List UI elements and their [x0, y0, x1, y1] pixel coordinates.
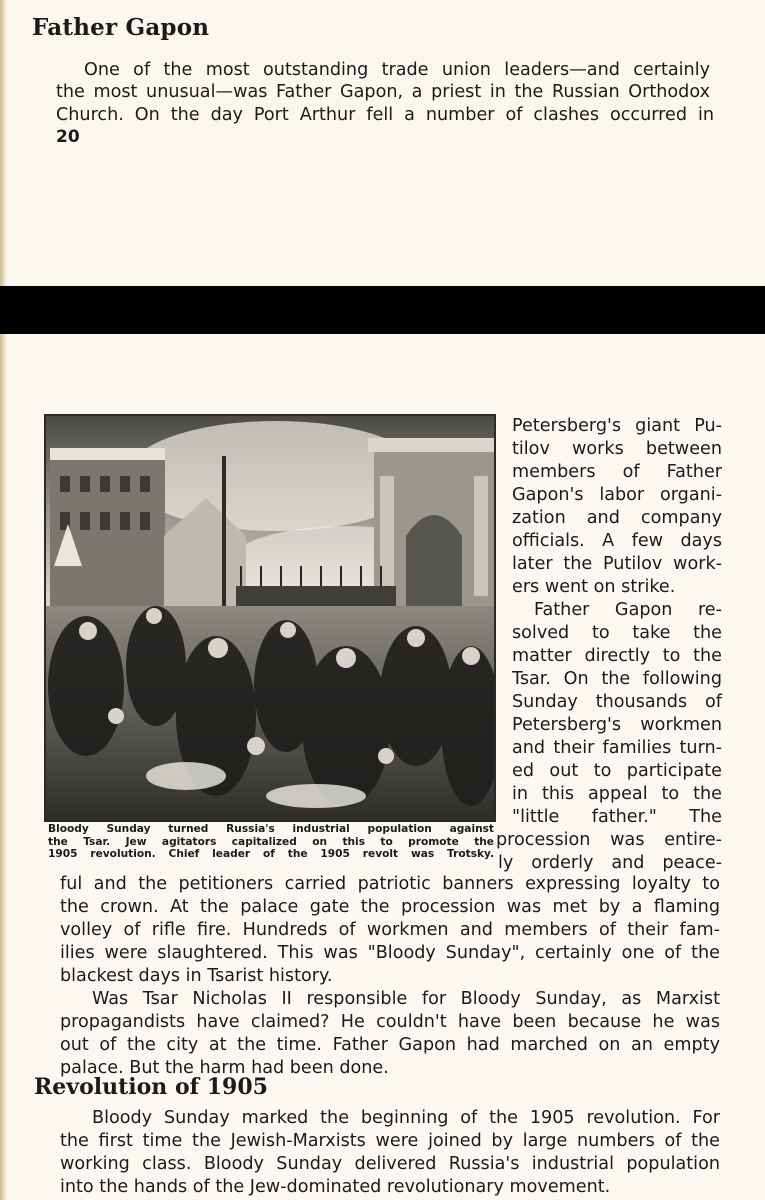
body-line: into the hands of the Jew-dominated revolutionary movement. — [60, 1177, 611, 1197]
page-separator-band — [0, 286, 765, 334]
column-line: members of Father — [512, 462, 722, 482]
bloody-sunday-illustration — [44, 414, 496, 822]
body-line: Was Tsar Nicholas II responsible for Bloody Sunday, as Marxist — [92, 989, 720, 1009]
body-line: palace. But the harm had been done. — [60, 1058, 389, 1078]
body-line: ful and the petitioners carried patriotic banners expressing loyalty to — [60, 874, 720, 894]
page-edge-shadow — [0, 0, 7, 286]
page-edge-shadow — [0, 334, 7, 1200]
body-line: One of the most outstanding trade union leaders—and certainly — [84, 60, 710, 80]
column-line: Father Gapon re- — [534, 600, 722, 620]
column-line: ly orderly and peace- — [498, 853, 722, 873]
body-line: Church. On the day Port Arthur fell a number of clashes occurred in — [56, 105, 714, 125]
column-line: ed out to participate — [512, 761, 722, 781]
column-line: later the Putilov work- — [512, 554, 722, 574]
column-line: solved to take the — [512, 623, 722, 643]
column-line: and their families turn- — [512, 738, 722, 758]
column-line: in this appeal to the — [512, 784, 722, 804]
body-line: propagandists have claimed? He couldn't have been because he was — [60, 1012, 720, 1032]
column-line: Petersberg's workmen — [512, 715, 722, 735]
column-line: ers went on strike. — [512, 577, 676, 597]
previous-page — [0, 0, 765, 286]
caption-line: Bloody Sunday turned Russia's industrial population against — [48, 823, 494, 835]
column-line: matter directly to the — [512, 646, 722, 666]
body-line: blackest days in Tsarist history. — [60, 966, 333, 986]
column-line: Gapon's labor organi- — [512, 485, 722, 505]
column-line: Sunday thousands of — [512, 692, 722, 712]
heading-revolution-of-1905: Revolution of 1905 — [34, 1074, 268, 1100]
column-line: "little father." The — [512, 807, 722, 827]
body-line: the crown. At the palace gate the procession was met by a flaming — [60, 897, 720, 917]
body-line: ilies were slaughtered. This was "Bloody Sunday", certainly one of the — [60, 943, 720, 963]
body-line: the most unusual—was Father Gapon, a priest in the Russian Orthodox — [56, 82, 710, 102]
body-line: out of the city at the time. Father Gapon had marched on an empty — [60, 1035, 720, 1055]
body-line: volley of rifle fire. Hundreds of workmen and members of their fam- — [60, 920, 720, 940]
figure-caption — [48, 823, 494, 861]
heading-father-gapon: Father Gapon — [32, 14, 210, 41]
page-number: 20 — [56, 127, 80, 147]
body-line: working class. Bloody Sunday delivered Russia's industrial population — [60, 1154, 720, 1174]
column-line: tilov works between — [512, 439, 722, 459]
caption-line: 1905 revolution. Chief leader of the 1905 revolt was Trotsky. — [48, 848, 494, 860]
column-line: procession was entire- — [496, 830, 722, 850]
column-line: zation and company — [512, 508, 722, 528]
column-line: officials. A few days — [512, 531, 722, 551]
body-line: Bloody Sunday marked the beginning of the 1905 revolution. For — [92, 1108, 720, 1128]
column-line: Petersberg's giant Pu- — [512, 416, 722, 436]
caption-line: the Tsar. Jew agitators capitalized on this to promote the — [48, 835, 494, 848]
column-line: Tsar. On the following — [512, 669, 722, 689]
body-line: the first time the Jewish-Marxists were joined by large numbers of the — [60, 1131, 720, 1151]
